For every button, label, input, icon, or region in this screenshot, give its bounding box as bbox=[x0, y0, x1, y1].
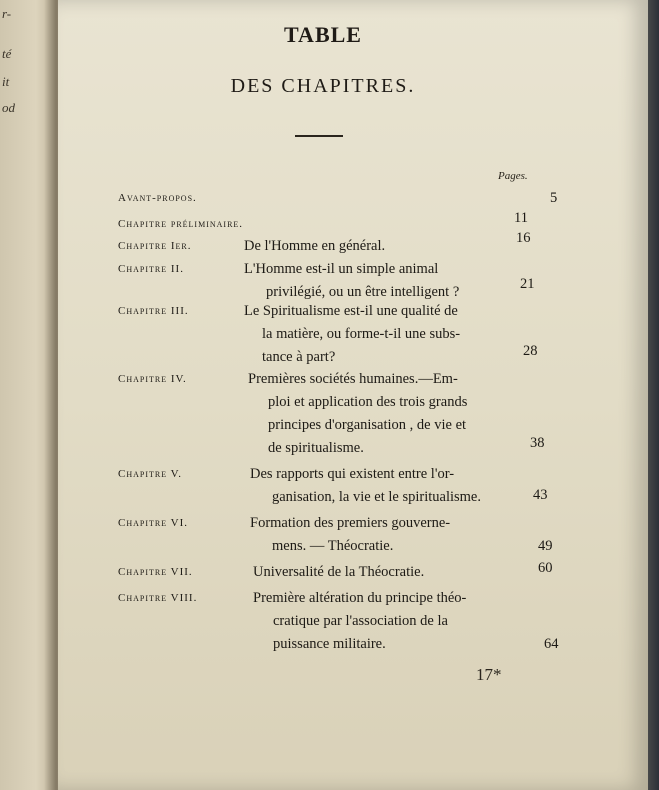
chapter-label: Chapitre VIII. bbox=[118, 592, 198, 604]
chapter-title-line: Universalité de la Théocratie. bbox=[253, 564, 425, 580]
page-subtitle: DES CHAPITRES. bbox=[230, 75, 416, 97]
right-page bbox=[58, 0, 648, 790]
chapter-title-line: mens. — Théocratie. bbox=[272, 538, 394, 554]
chapter-title-line: tance à part? bbox=[262, 349, 336, 365]
chapter-label: Chapitre VII. bbox=[118, 566, 193, 578]
page-number: 28 bbox=[523, 343, 538, 359]
chapter-label: Avant-propos. bbox=[118, 192, 197, 204]
page-number: 60 bbox=[538, 560, 553, 576]
page-number: 49 bbox=[538, 538, 553, 554]
chapter-title-line: Des rapports qui existent entre l'or- bbox=[250, 466, 455, 482]
page-number: 64 bbox=[544, 636, 559, 652]
page-number: 5 bbox=[550, 190, 558, 206]
chapter-label: Chapitre VI. bbox=[118, 517, 189, 529]
left-page-fragment: té bbox=[2, 46, 12, 61]
chapter-label: Chapitre V. bbox=[118, 468, 182, 480]
chapter-label: Chapitre Ier. bbox=[118, 240, 192, 252]
chapter-title-line: de spiritualisme. bbox=[268, 440, 364, 456]
chapter-title-line: privilégié, ou un être intelligent ? bbox=[266, 284, 460, 300]
signature-mark: 17* bbox=[476, 665, 502, 684]
left-page-fragment: it bbox=[2, 74, 10, 89]
page-number: 16 bbox=[516, 230, 531, 246]
page-number: 21 bbox=[520, 276, 535, 292]
chapter-title-line: principes d'organisation , de vie et bbox=[268, 417, 467, 433]
chapter-title-line: cratique par l'association de la bbox=[273, 613, 448, 629]
page-title: TABLE bbox=[284, 22, 362, 47]
chapter-title-line: ploi et application des trois grands bbox=[268, 394, 468, 410]
chapter-title-line: la matière, ou forme-t-il une subs- bbox=[262, 326, 461, 342]
page-number: 43 bbox=[533, 487, 548, 503]
chapter-title-line: L'Homme est-il un simple animal bbox=[244, 261, 439, 277]
chapter-label: Chapitre II. bbox=[118, 263, 184, 275]
chapter-title-line: Premières sociétés humaines.—Em- bbox=[248, 371, 458, 387]
chapter-title-line: puissance militaire. bbox=[273, 636, 386, 652]
chapter-title-line: ganisation, la vie et le spiritualisme. bbox=[272, 489, 481, 505]
chapter-title-line: De l'Homme en général. bbox=[244, 238, 386, 254]
chapter-title-line: Le Spiritualisme est-il une qualité de bbox=[244, 303, 458, 319]
chapter-label: Chapitre III. bbox=[118, 305, 189, 317]
chapter-label: Chapitre préliminaire. bbox=[118, 218, 244, 230]
chapter-label: Chapitre IV. bbox=[118, 373, 187, 385]
page-number: 38 bbox=[530, 435, 545, 451]
pages-column-heading: Pages. bbox=[498, 170, 528, 182]
chapter-title-line: Première altération du principe théo- bbox=[253, 590, 467, 606]
title-rule bbox=[295, 135, 343, 137]
chapter-title-line: Formation des premiers gouverne- bbox=[250, 515, 451, 531]
page-number: 11 bbox=[514, 210, 528, 226]
left-page-fragment: r- bbox=[2, 6, 12, 21]
left-page-fragment: od bbox=[2, 100, 15, 115]
